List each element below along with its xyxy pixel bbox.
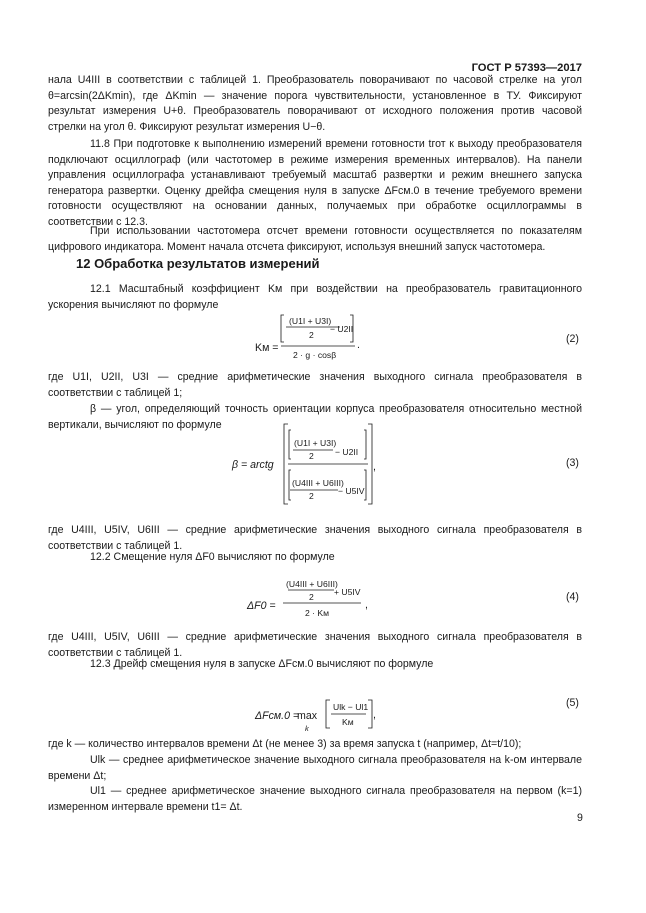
paragraph-where-u1-u3: где U1I, U2II, U3I — средние арифметические значения выходного сигнала преобразователя в соответствии с таблицей 1; xyxy=(48,371,582,399)
paragraph-12-3: 12.3 Дрейф смещения нуля в запуске ΔFсм.0 вычисляют по формуле xyxy=(90,658,434,670)
paragraph-12-1: 12.1 Масштабный коэффициент Kм при воздействии на преобразователь гравитационного ускорения вычисляют по формуле xyxy=(48,283,582,311)
paragraph-11-8: 11.8 При подготовке к выполнению измерений времени готовности tгот к выходу преобразователя подключают осциллограф (или частотомер в режиме измерения временных интервалов). На панели управления осциллографа устанавливают требуемый масштаб развертки и режим внешнего запуска генератора развертки. Оценку дрейфа смещения нуля в запуске ΔFсм.0 в течение требуемого времени готовности осуществляют на основании данных, получаемых при обработке осциллограммы в соответствии с 12.3. xyxy=(48,138,582,228)
paragraph-ul1: Ul1 — среднее арифметическое значение выходного сигнала преобразователя на первом (k=1) измеренном интервале времени t1= Δt. xyxy=(48,785,582,813)
eq4-lhs: ΔF0 = xyxy=(247,600,276,612)
equation-number-4: (4) xyxy=(566,591,579,603)
eq5-op: max xyxy=(297,710,318,722)
eq3-bot-minus: − U5IV xyxy=(338,486,365,496)
equation-number-2: (2) xyxy=(566,333,579,345)
eq2-minus-term: − U2II xyxy=(330,324,354,334)
equation-number-5: (5) xyxy=(566,697,579,709)
paragraph-beta: β — угол, определяющий точность ориентации корпуса преобразователя относительно местной вертикали, вычисляют по формуле xyxy=(48,403,582,431)
eq5-den: Kм xyxy=(342,717,354,727)
paragraph-1: нала U4III в соответствии с таблицей 1. Преобразователь поворачивают по часовой стрелке на угол θ=arcsin(2ΔKmin), где ΔKmin — значение порога чувствительности, установленное в ТУ. Фиксируют результат измерения U+θ. Преобразователь поворачивают от исходного положения против часовой стрелки на угол θ. Фиксируют результат измерения U−θ. xyxy=(48,74,582,133)
eq4-top: (U4III + U6III) xyxy=(286,579,338,589)
section-heading: 12 Обработка результатов измерений xyxy=(76,256,320,271)
eq2-lhs: Kм = xyxy=(255,342,279,354)
eq3-bot-den: 2 xyxy=(309,491,314,501)
eq3-trail: , xyxy=(373,461,376,473)
paragraph-ulk: Ulk — среднее арифметическое значение выходного сигнала преобразователя на k-ом интервале времени Δt; xyxy=(48,754,582,782)
eq4-denominator: 2 · Kм xyxy=(305,608,330,618)
equation-number-3: (3) xyxy=(566,457,579,469)
paragraph-frequency-meter: При использовании частотомера отсчет времени готовности осуществляется по показателям цифрового индикатора. Момент начала отсчета фиксируют, используя внешний запуск частотомера. xyxy=(48,225,582,253)
eq5-op-sub: k xyxy=(305,724,309,733)
paragraph-where-u4-u6-a: где U4III, U5IV, U6III — средние арифметические значения выходного сигнала преобразователя в соответствии с таблицей 1. xyxy=(48,524,582,552)
eq5-num: Ulk − Ul1 xyxy=(333,702,369,712)
eq5-lhs: ΔFсм.0 = xyxy=(255,710,300,722)
eq4-mid: 2 xyxy=(309,592,314,602)
standard-designation: ГОСТ Р 57393—2017 xyxy=(471,62,582,74)
paragraph-12-2: 12.2 Смещение нуля ΔF0 вычисляют по формуле xyxy=(90,551,335,563)
eq2-denominator: 2 · g · cosβ xyxy=(293,350,337,360)
eq2-trail: . xyxy=(357,339,360,351)
eq3-lhs: β = arctg xyxy=(232,459,274,471)
paragraph-where-u4-u6-b: где U4III, U5IV, U6III — средние арифметические значения выходного сигнала преобразователя в соответствии с таблицей 1. xyxy=(48,631,582,659)
paragraph-where-k: где k — количество интервалов времени Δt (не менее 3) за время запуска t (например, Δt=t/10); xyxy=(48,738,522,750)
eq3-top-top: (U1I + U3I) xyxy=(294,438,337,448)
eq3-top-minus: − U2II xyxy=(335,447,359,457)
eq4-trail: , xyxy=(365,599,368,611)
eq5-trail: , xyxy=(373,709,376,721)
eq2-inner-top: (U1I + U3I) xyxy=(289,316,332,326)
eq3-top-den: 2 xyxy=(309,451,314,461)
eq4-plus: + U5IV xyxy=(334,587,361,597)
page-number: 9 xyxy=(577,812,583,824)
eq2-inner-den: 2 xyxy=(309,330,314,340)
eq3-bot-top: (U4III + U6III) xyxy=(292,478,344,488)
